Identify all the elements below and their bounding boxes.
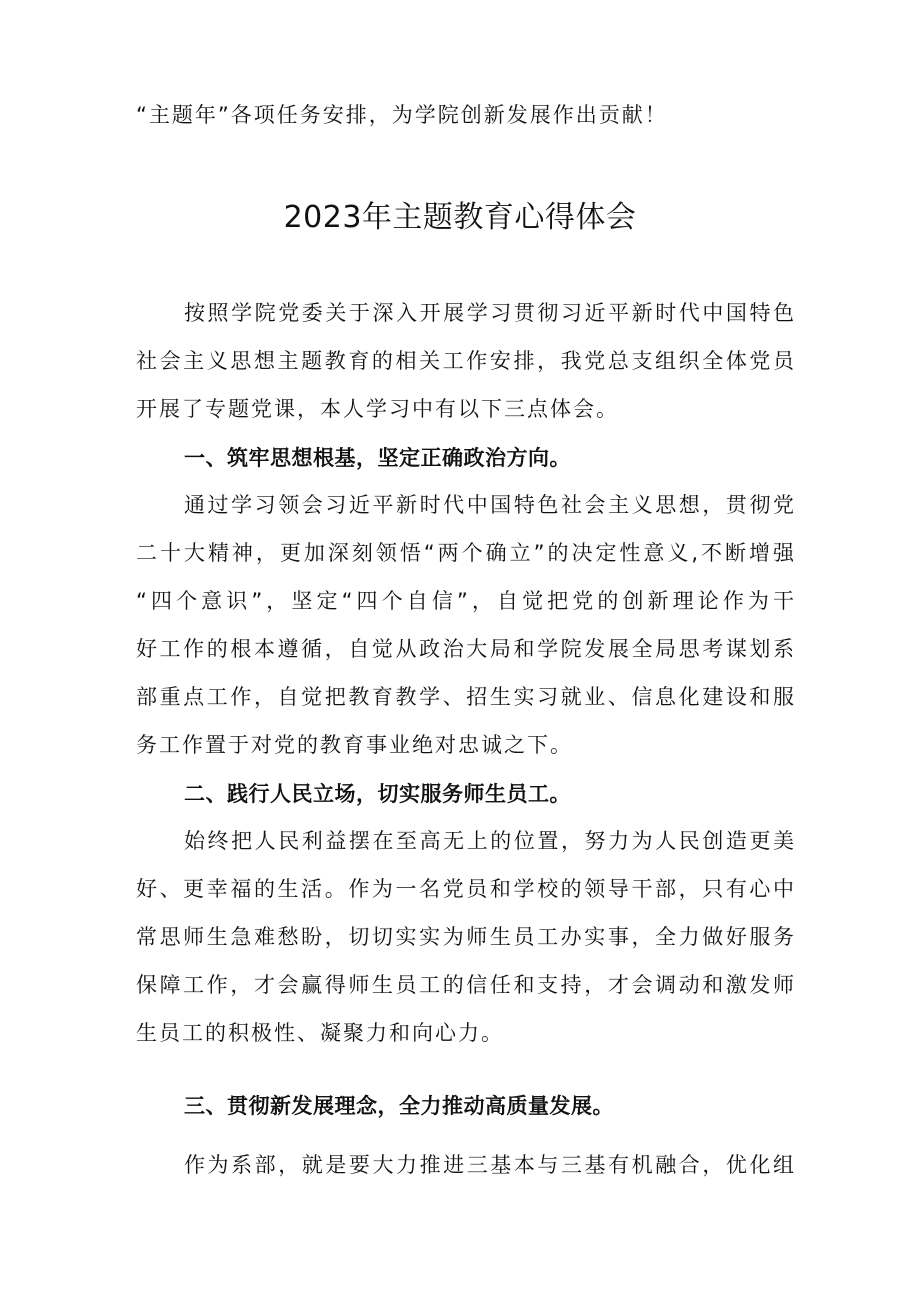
section-2-line-3: 常思师生急难愁盼，切切实实为师生员工办实事，全力做好服务 [136,925,796,949]
section-1-line-5: 部重点工作，自觉把教育教学、招生实习就业、信息化建设和服 [136,685,796,709]
top-fragment-line: “主题年”各项任务安排，为学院创新发展作出贡献！ [136,103,668,127]
section-1-line-1: 通过学习领会习近平新时代中国特色社会主义思想，贯彻党 [184,493,796,517]
section-3-line-1: 作为系部，就是要大力推进三基本与三基有机融合，优化组 [184,1153,796,1177]
section-2-line-4: 保障工作，才会赢得师生员工的信任和支持，才会调动和激发师 [136,973,796,997]
intro-line-3: 开展了专题党课，本人学习中有以下三点体会。 [136,397,619,421]
intro-line-1: 按照学院党委关于深入开展学习贯彻习近平新时代中国特色 [184,301,796,325]
section-1-line-4: 好工作的根本遵循，自觉从政治大局和学院发展全局思考谋划系 [136,637,796,661]
intro-line-2: 社会主义思想主题教育的相关工作安排，我党总支组织全体党员 [136,349,796,373]
section-2-line-2: 好、更幸福的生活。作为一名党员和学校的领导干部，只有心中 [136,877,796,901]
section-1-line-2: 二十大精神，更加深刻领悟“两个确立”的决定性意义,不断增强 [136,541,796,565]
section-2-line-5: 生员工的积极性、凝聚力和向心力。 [136,1021,504,1045]
section-1-line-6: 务工作置于对党的教育事业绝对忠诚之下。 [136,733,573,757]
section-3-heading: 三、贯彻新发展理念，全力推动高质量发展。 [184,1094,614,1118]
section-2-heading: 二、践行人民立场，切实服务师生员工。 [184,782,571,806]
section-1-line-3: “四个意识”，坚定“四个自信”，自觉把党的创新理论作为干 [136,589,796,613]
section-2-line-1: 始终把人民利益摆在至高无上的位置，努力为人民创造更美 [184,829,796,853]
page-title: 2023年主题教育心得体会 [283,200,637,235]
section-1-heading: 一、筑牢思想根基，坚定正确政治方向。 [184,446,571,470]
